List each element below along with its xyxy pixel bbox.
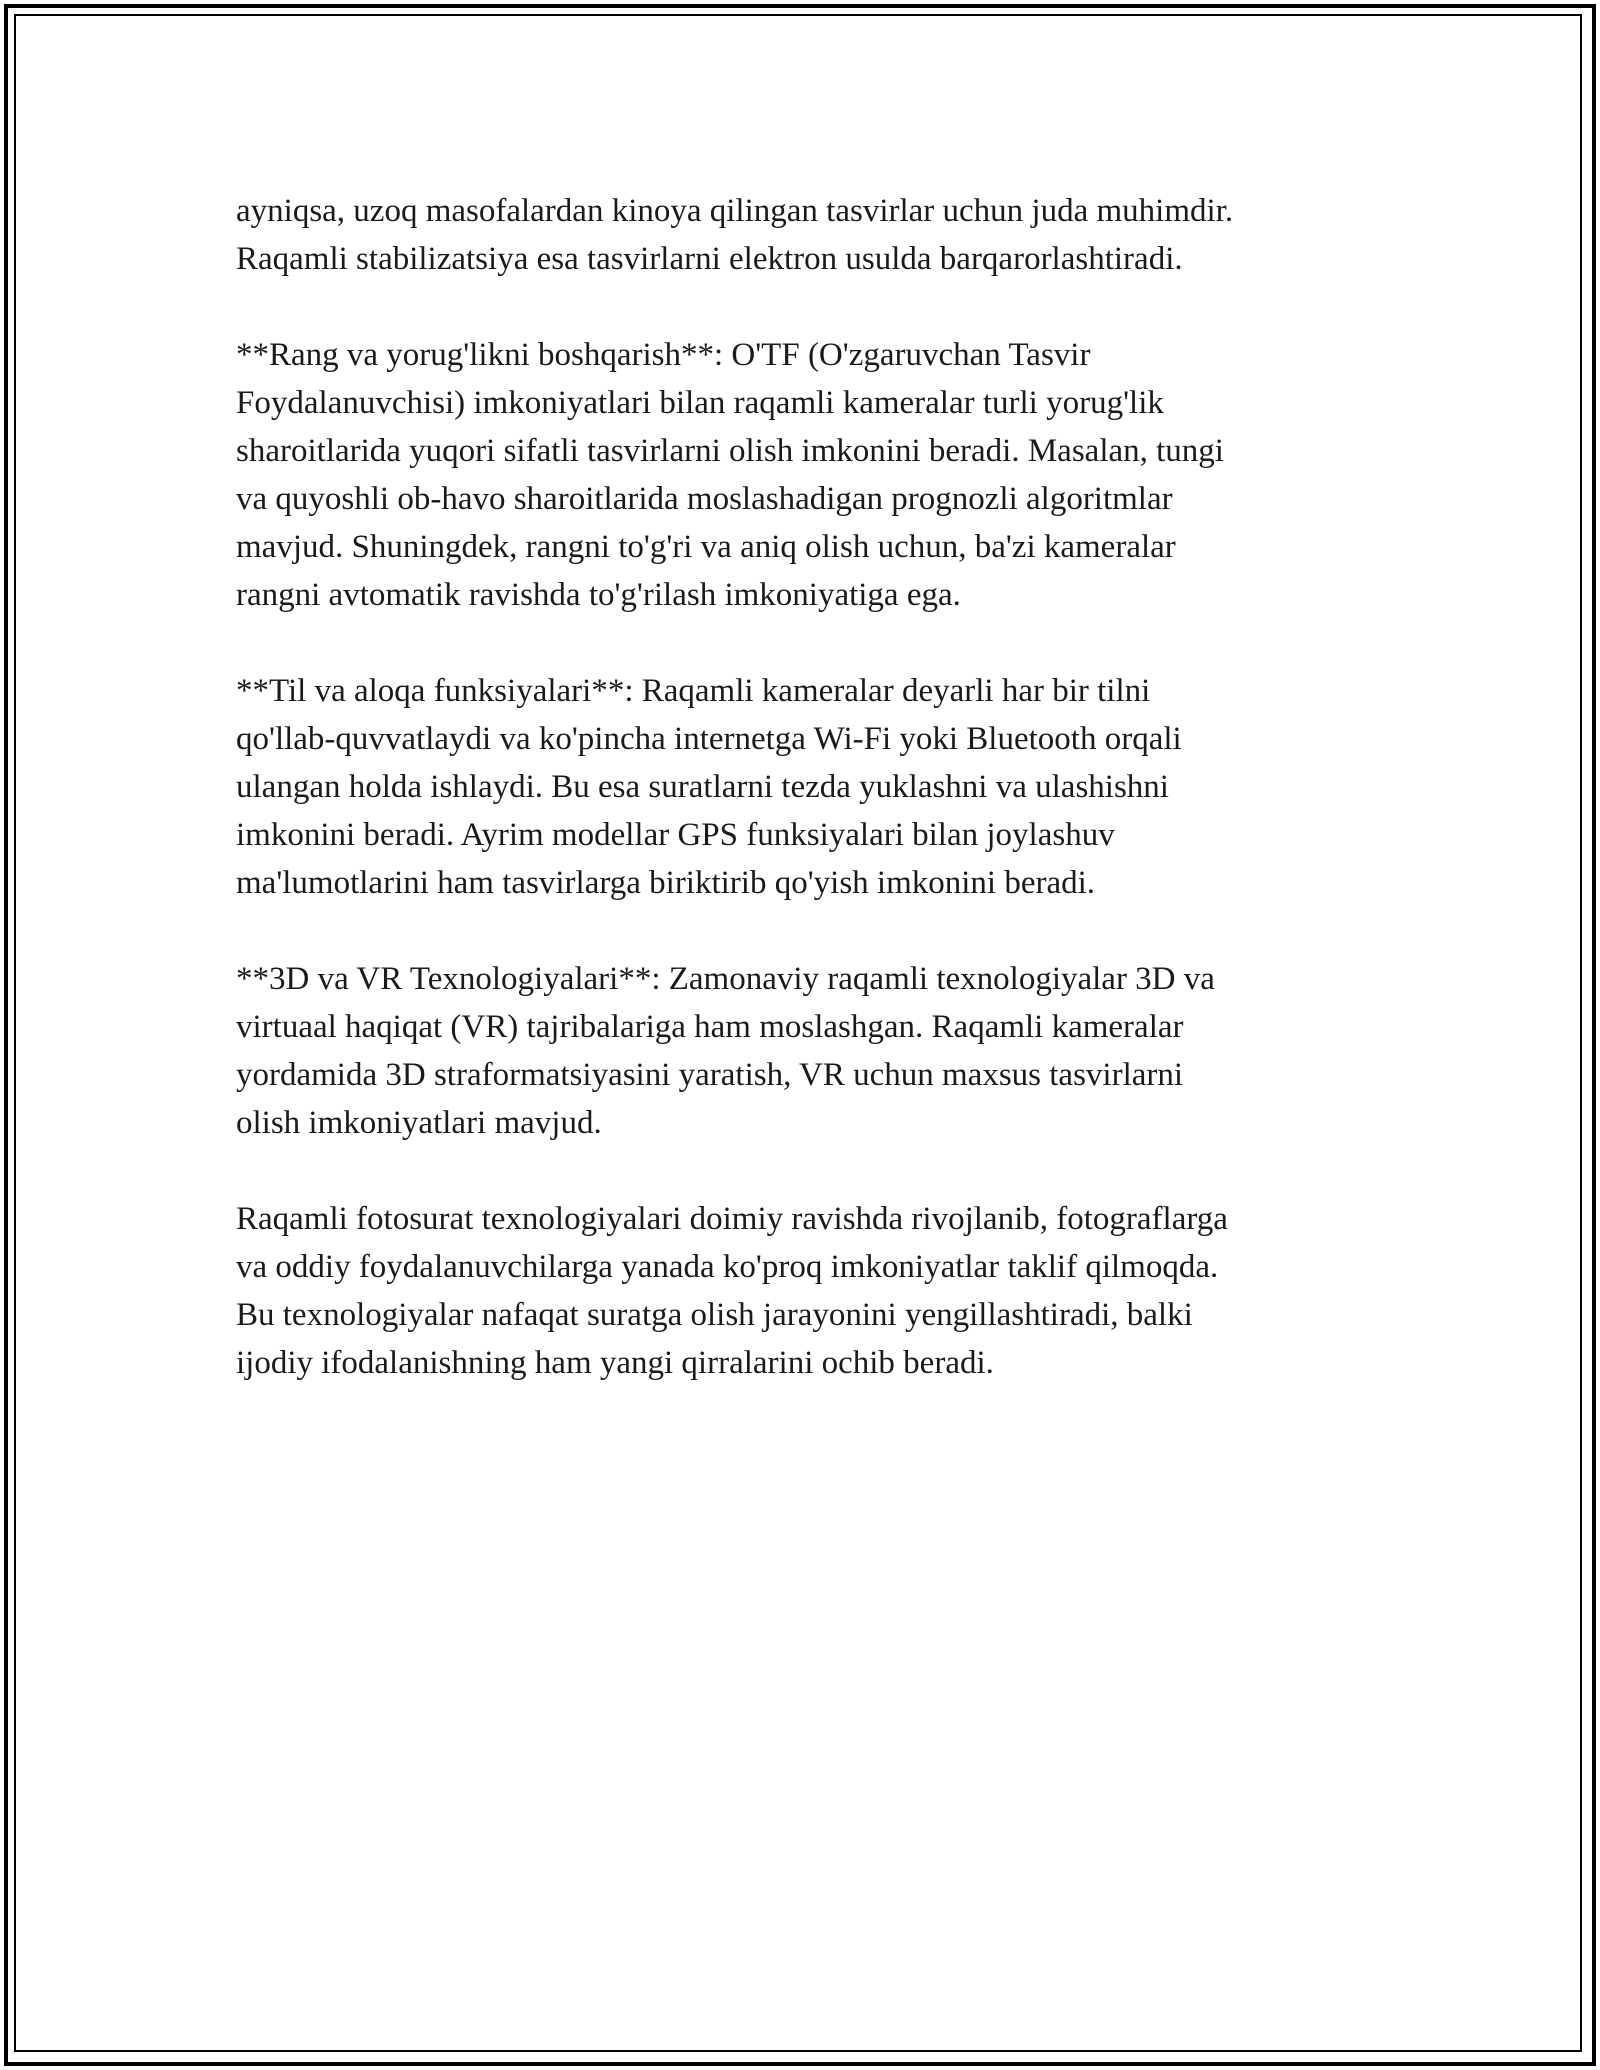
- paragraph-3d-vr: [236, 955, 1376, 1147]
- paragraph-line: va oddiy foydalanuvchilarga yanada ko'proq imkoniyatlar taklif qilmoqda.: [236, 1249, 1219, 1285]
- paragraph-line: yordamida 3D straformatsiyasini yaratish, VR uchun maxsus tasvirlarni: [236, 1057, 1184, 1093]
- paragraph-line: va quyoshli ob-havo sharoitlarida moslashadigan prognozli algoritmlar: [236, 481, 1173, 517]
- paragraph-line: ma'lumotlarini ham tasvirlarga biriktirib qo'yish imkonini beradi.: [236, 865, 1096, 901]
- paragraph-line: mavjud. Shuningdek, rangni to'g'ri va aniq olish uchun, ba'zi kameralar: [236, 529, 1176, 565]
- paragraph-line: Bu texnologiyalar nafaqat suratga olish jarayonini yengillashtiradi, balki: [236, 1297, 1193, 1333]
- paragraph-line: imkonini beradi. Ayrim modellar GPS funksiyalari bilan joylashuv: [236, 817, 1115, 853]
- paragraph-line: sharoitlarida yuqori sifatli tasvirlarni olish imkonini beradi. Masalan, tungi: [236, 433, 1224, 469]
- paragraph-conclusion: [236, 1195, 1376, 1387]
- paragraph-line: **3D va VR Texnologiyalari**: Zamonaviy raqamli texnologiyalar 3D va: [236, 961, 1215, 997]
- paragraph-line: Foydalanuvchisi) imkoniyatlari bilan raqamli kameralar turli yorug'lik: [236, 385, 1164, 421]
- paragraph-line: rangni avtomatik ravishda to'g'rilash imkoniyatiga ega.: [236, 577, 961, 613]
- paragraph-line: Raqamli fotosurat texnologiyalari doimiy ravishda rivojlanib, fotograflarga: [236, 1201, 1228, 1237]
- paragraph-line: Raqamli stabilizatsiya esa tasvirlarni elektron usulda barqarorlashtiradi.: [236, 241, 1183, 277]
- paragraph-line: **Rang va yorug'likni boshqarish**: O'TF (O'zgaruvchan Tasvir: [236, 337, 1091, 373]
- paragraph-language-connectivity: [236, 667, 1376, 907]
- paragraph-line: qo'llab-quvvatlaydi va ko'pincha internetga Wi-Fi yoki Bluetooth orqali: [236, 721, 1182, 757]
- paragraph-stabilization: [236, 187, 1376, 283]
- paragraph-line: ijodiy ifodalanishning ham yangi qirralarini ochib beradi.: [236, 1345, 994, 1381]
- paragraph-color-light: [236, 331, 1376, 619]
- paragraph-line: ayniqsa, uzoq masofalardan kinoya qilingan tasvirlar uchun juda muhimdir.: [236, 193, 1234, 229]
- paragraph-line: ulangan holda ishlaydi. Bu esa suratlarni tezda yuklashni va ulashishni: [236, 769, 1169, 805]
- paragraph-line: virtuaal haqiqat (VR) tajribalariga ham moslashgan. Raqamli kameralar: [236, 1009, 1184, 1045]
- paragraph-line: **Til va aloqa funksiyalari**: Raqamli kameralar deyarli har bir tilni: [236, 673, 1151, 709]
- document-body: [236, 187, 1376, 1435]
- paragraph-line: olish imkoniyatlari mavjud.: [236, 1105, 602, 1141]
